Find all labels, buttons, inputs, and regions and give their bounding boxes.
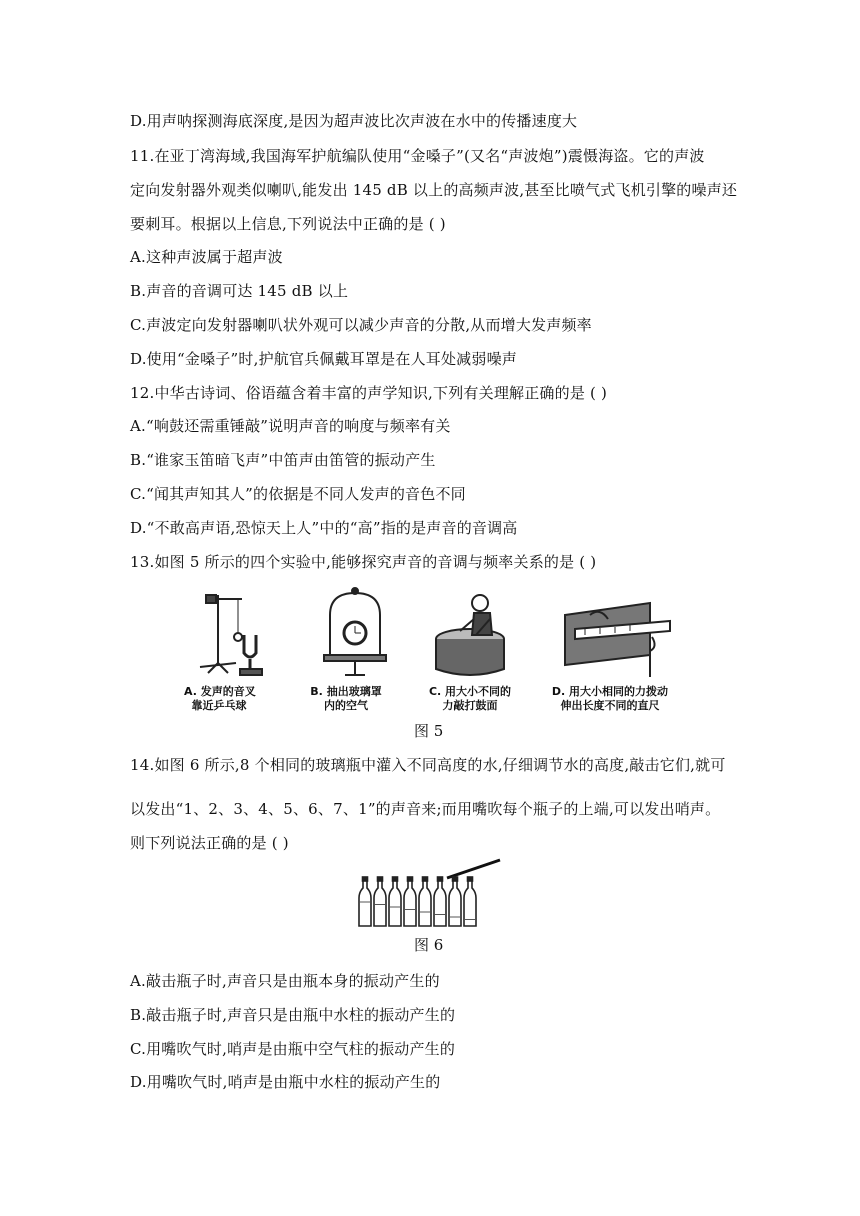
q12-option-a: A.“响鼓还需重锤敲”说明声音的响度与频率有关 <box>130 417 451 435</box>
bottle-cap-icon <box>423 877 428 881</box>
drum-player-icon <box>436 595 504 675</box>
bottle-cap-icon <box>378 877 383 881</box>
q12-stem: 12.中华古诗词、俗语蕴含着丰富的声学知识,下列有关理解正确的是 ( ) <box>130 384 608 402</box>
figure-5-illustrations <box>180 585 680 685</box>
fig5-label-a-line-1: A. 发声的音叉 <box>184 685 256 698</box>
fig5-label-a-line-2: 靠近乒乓球 <box>191 699 247 712</box>
q11-option-a: A.这种声波属于超声波 <box>130 248 283 266</box>
figure-6-caption: 图 6 <box>414 936 444 954</box>
fig5-label-b-line-2: 内的空气 <box>324 699 368 712</box>
q14-option-a: A.敲击瓶子时,声音只是由瓶本身的振动产生的 <box>130 972 440 990</box>
q12-option-b: B.“谁家玉笛暗飞声”中笛声由笛管的振动产生 <box>130 451 436 469</box>
q11-stem-line-1: 11.在亚丁湾海域,我国海军护航编队使用“金嗓子”(又名“声波炮”)震慑海盗。它的声波 <box>130 147 705 165</box>
bottle-cap-icon <box>363 877 368 881</box>
q14-stem-line-1: 14.如图 6 所示,8 个相同的玻璃瓶中灌入不同高度的水,仔细调节水的高度,敲击它们,就可 <box>130 756 726 774</box>
fig5-label-d-line-1: D. 用大小相同的力拨动 <box>551 685 669 698</box>
fig5-label-a <box>184 685 254 713</box>
q11-option-d: D.使用“金嗓子”时,护航官兵佩戴耳罩是在人耳处减弱噪声 <box>130 350 517 368</box>
bell-jar-icon <box>324 588 386 675</box>
q12-option-d: D.“不敢高声语,恐惊天上人”中的“高”指的是声音的音调高 <box>130 519 518 537</box>
bottle-icon <box>419 880 431 926</box>
fig5-label-b <box>306 685 386 713</box>
bottle-cap-icon <box>468 877 473 881</box>
bottle-icon <box>359 880 371 926</box>
bottle-icon <box>449 880 461 926</box>
q12-option-c: C.“闻其声知其人”的依据是不同人发声的音色不同 <box>130 485 466 503</box>
q11-option-c: C.声波定向发射器喇叭状外观可以减少声音的分散,从而增大发声频率 <box>130 316 592 334</box>
figure-6-bottles <box>355 858 505 930</box>
bottle-icon <box>404 880 416 926</box>
fig5-label-c <box>425 685 515 713</box>
q11-option-b: B.声音的音调可达 145 dB 以上 <box>130 282 349 300</box>
bottle-icon <box>434 880 446 926</box>
q10-option-d: D.用声呐探测海底深度,是因为超声波比次声波在水中的传播速度大 <box>130 112 578 130</box>
fig5-label-c-line-1: C. 用大小不同的 <box>428 685 512 698</box>
tuning-fork-apparatus-icon <box>200 595 262 675</box>
q14-stem-line-3: 则下列说法正确的是 ( ) <box>130 834 289 852</box>
bottle-cap-icon <box>408 877 413 881</box>
q14-option-c: C.用嘴吹气时,哨声是由瓶中空气柱的振动产生的 <box>130 1040 456 1058</box>
q11-stem-line-2: 定向发射器外观类似喇叭,能发出 145 dB 以上的高频声波,甚至比喷气式飞机引擎的噪声还 <box>130 181 738 199</box>
q14-option-b: B.敲击瓶子时,声音只是由瓶中水柱的振动产生的 <box>130 1006 456 1024</box>
figure-5-caption: 图 5 <box>414 722 444 740</box>
bottle-cap-icon <box>453 877 458 881</box>
fig5-label-d-line-2: 伸出长度不同的直尺 <box>560 699 660 712</box>
q11-stem-line-3: 要刺耳。根据以上信息,下列说法中正确的是 ( ) <box>130 215 446 233</box>
bottle-icon <box>374 880 386 926</box>
bottle-cap-icon <box>393 877 398 881</box>
q14-stem-line-2: 以发出“1、2、3、4、5、6、7、1”的声音来;而用嘴吹每个瓶子的上端,可以发出哨声。 <box>130 800 721 818</box>
fig5-label-b-line-1: B. 抽出玻璃罩 <box>310 685 382 698</box>
bottle-icon <box>389 880 401 926</box>
ruler-on-table-icon <box>565 603 670 677</box>
bottle-cap-icon <box>438 877 443 881</box>
q13-stem: 13.如图 5 所示的四个实验中,能够探究声音的音调与频率关系的是 ( ) <box>130 553 597 571</box>
q14-option-d: D.用嘴吹气时,哨声是由瓶中水柱的振动产生的 <box>130 1073 441 1091</box>
fig5-label-d <box>545 685 675 713</box>
stick-icon <box>447 860 500 878</box>
fig5-label-c-line-2: 力敲打鼓面 <box>442 699 498 712</box>
bottle-row <box>359 877 476 926</box>
